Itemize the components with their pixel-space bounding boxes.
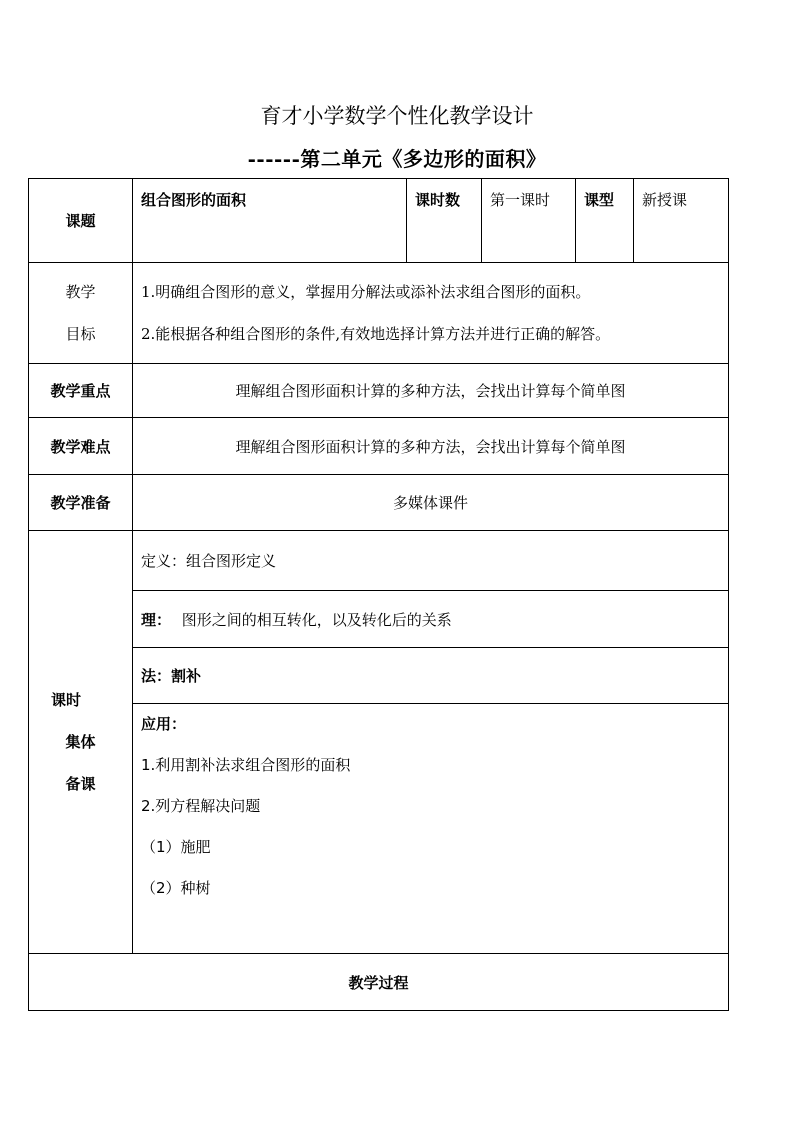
application-row (29, 704, 729, 954)
document-title: 育才小学数学个性化教学设计 (260, 104, 534, 128)
difficulties-row (29, 418, 729, 475)
goal-item: 1.明确组合图形的意义，掌握用分解法或添补法求组合图形的面积。 (141, 283, 591, 301)
lesson-plan-table (28, 178, 729, 1011)
method-row (29, 648, 729, 704)
preparation-value: 多媒体课件 (133, 475, 729, 531)
topic-value: 组合图形的面积 (133, 179, 407, 263)
type-label: 课型 (576, 179, 634, 263)
hours-value: 第一课时 (482, 179, 576, 263)
principle-cell (133, 591, 729, 648)
application-item: （2）种树 (141, 879, 211, 897)
goal-item: 2.能根据各种组合图形的条件,有效地选择计算方法并进行正确的解答。 (141, 325, 611, 343)
process-label: 教学过程 (29, 954, 729, 1011)
definition-cell: 定义：组合图形定义 (133, 531, 729, 591)
goals-label (29, 263, 133, 364)
application-item: 1.利用割补法求组合图形的面积 (141, 756, 351, 774)
process-row (29, 954, 729, 1011)
application-item: 2.列方程解决问题 (141, 797, 261, 815)
key-points-row (29, 364, 729, 418)
principle-value: 图形之间的相互转化，以及转化后的关系 (181, 610, 452, 629)
preparation-row (29, 475, 729, 531)
collective-label (29, 531, 133, 954)
hours-label: 课时数 (407, 179, 482, 263)
difficulties-value: 理解组合图形面积计算的多种方法，会找出计算每个简单图 (133, 418, 729, 475)
method-cell: 法：割补 (133, 648, 729, 704)
principle-row (29, 591, 729, 648)
goals-content (133, 263, 729, 364)
application-item: （1）施肥 (141, 838, 211, 856)
collective-label-line3: 备课 (65, 775, 96, 793)
collective-label-line2: 集体 (65, 733, 96, 751)
goals-row (29, 263, 729, 364)
document-subtitle: ------第二单元《多边形的面积》 (247, 147, 547, 171)
goals-label-line2: 目标 (65, 325, 96, 343)
key-points-label: 教学重点 (29, 364, 133, 418)
difficulties-label: 教学难点 (29, 418, 133, 475)
goals-label-line1: 教学 (65, 283, 96, 301)
principle-label: 理： (141, 610, 172, 629)
preparation-label: 教学准备 (29, 475, 133, 531)
definition-row (29, 531, 729, 591)
topic-row (29, 179, 729, 263)
collective-label-line1: 课时 (51, 691, 82, 709)
type-value: 新授课 (634, 179, 729, 263)
key-points-value: 理解组合图形面积计算的多种方法，会找出计算每个简单图 (133, 364, 729, 418)
application-title: 应用： (141, 715, 187, 733)
application-cell (133, 704, 729, 954)
topic-label: 课题 (29, 179, 133, 263)
